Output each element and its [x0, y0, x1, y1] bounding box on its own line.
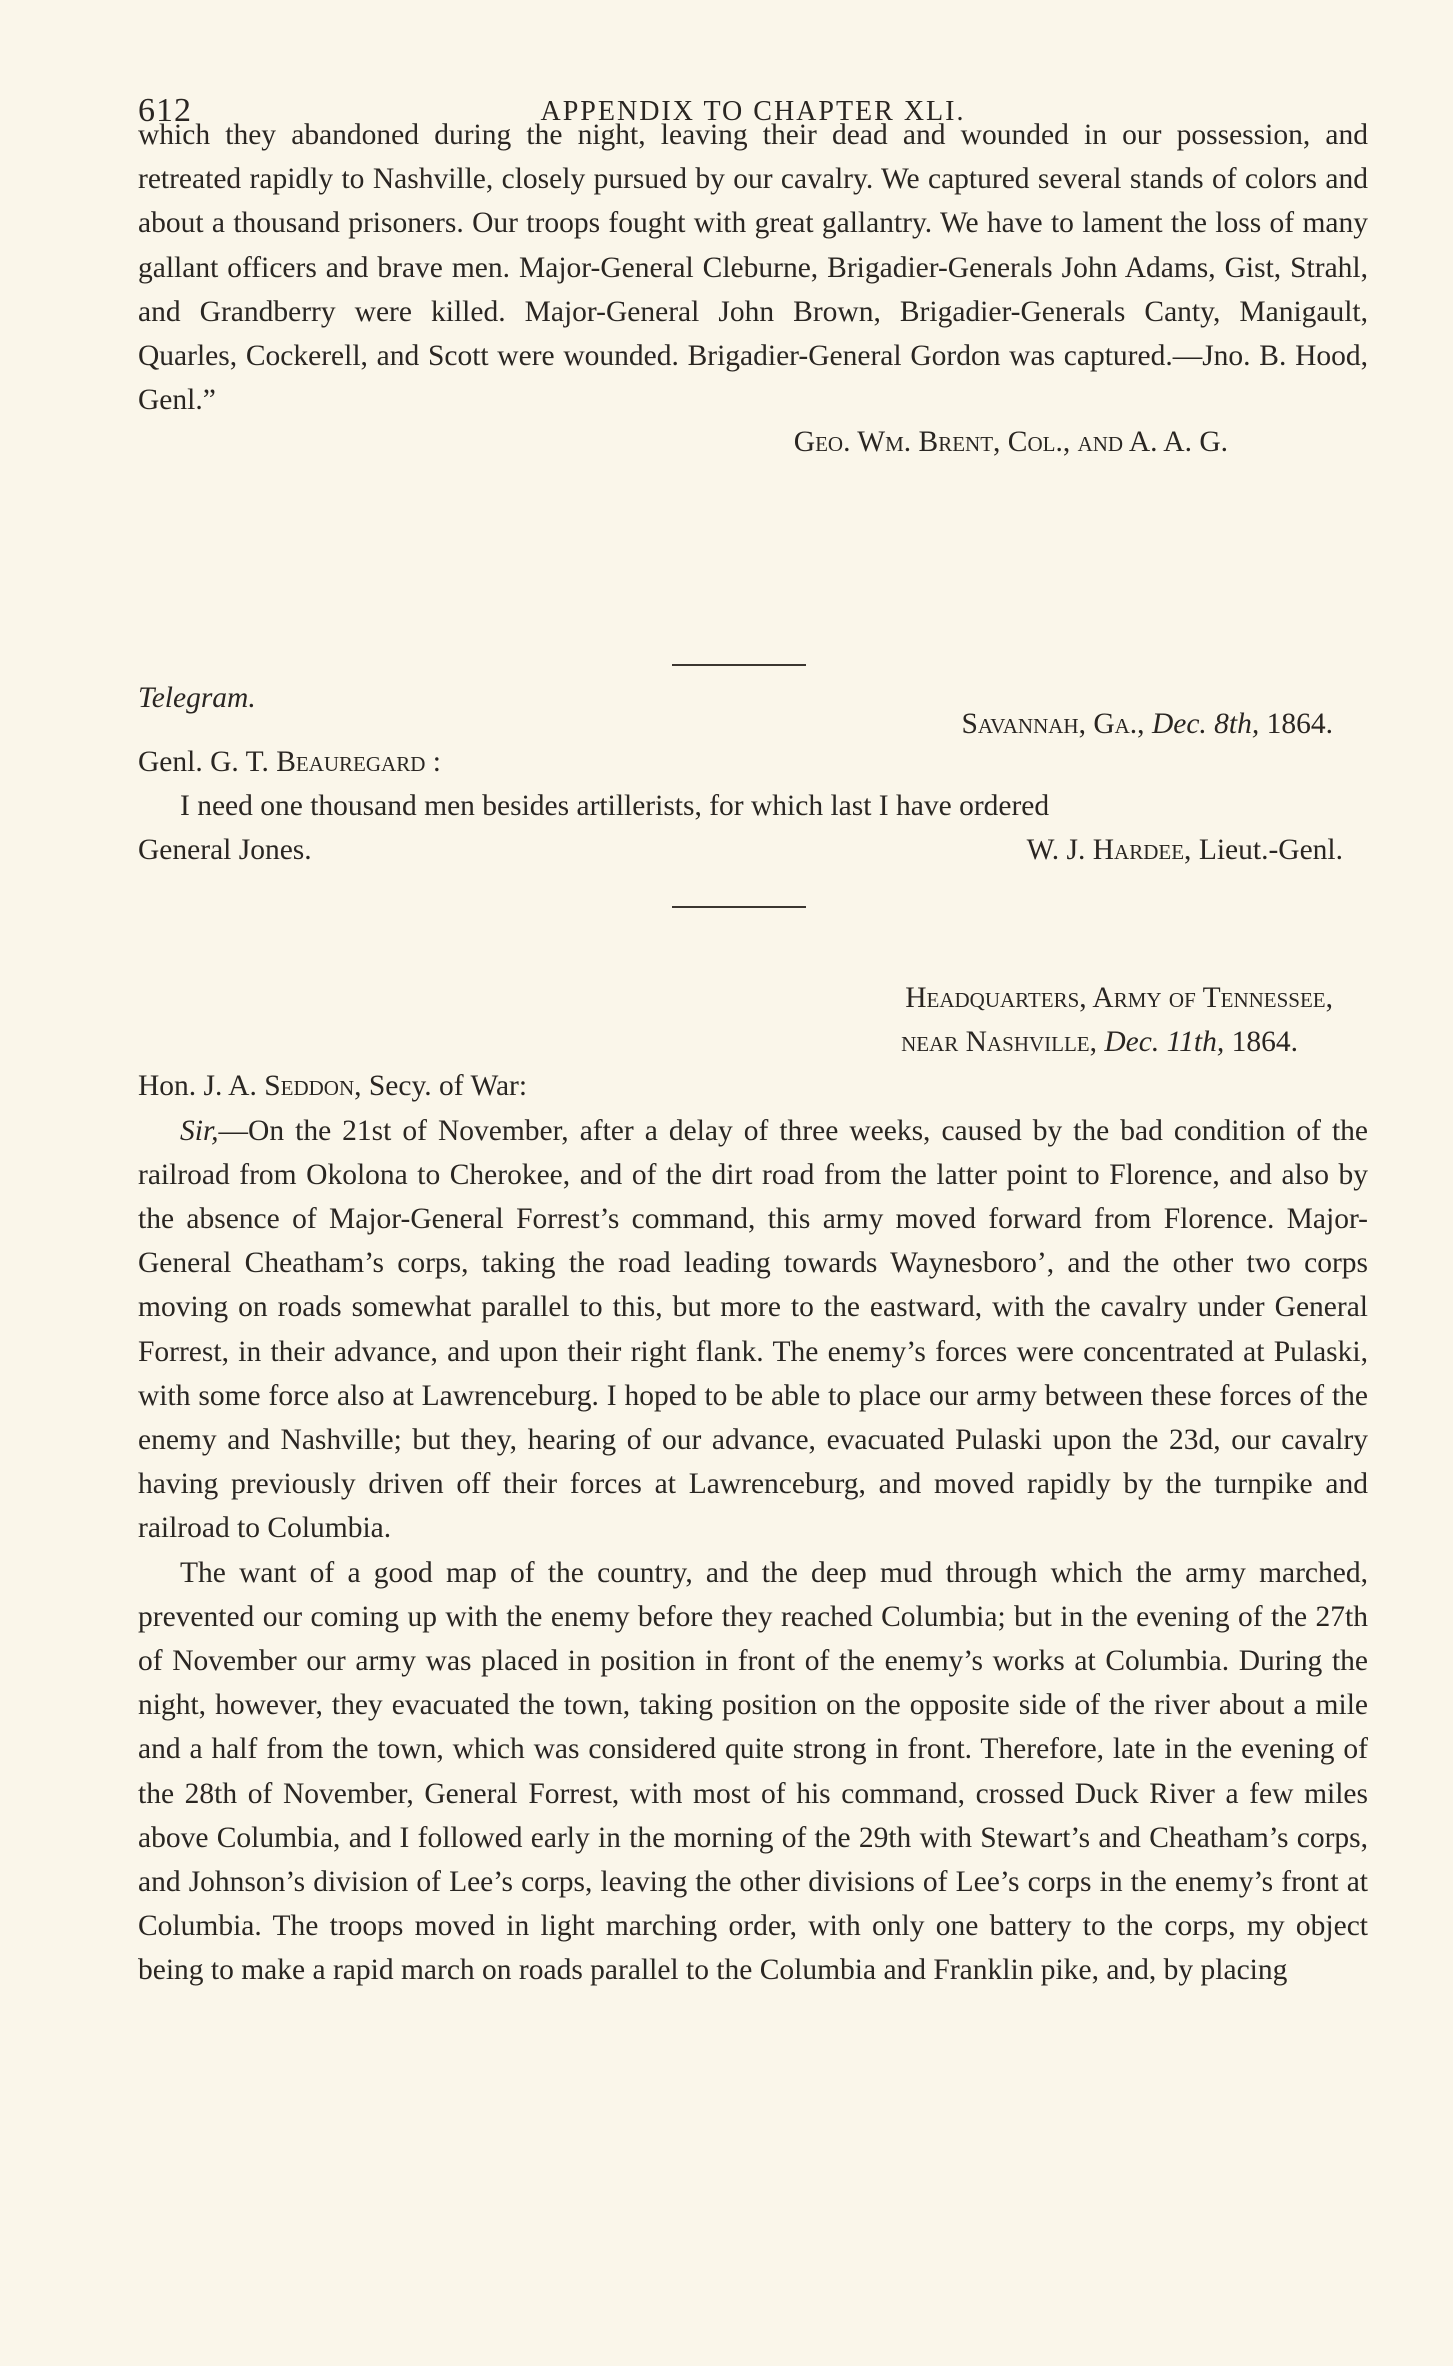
dispatch-continuation	[138, 113, 1368, 465]
telegram-closing: General Jones. W. J. Hardee, Lieut.-Genl.	[138, 828, 1368, 872]
telegram-date: Savannah, Ga., Dec. 8th, 1864.	[961, 708, 1333, 740]
report-heading-line2: near Nashville, Dec. 11th, 1864.	[901, 1026, 1298, 1059]
report-paragraph-1: Sir,—On the 21st of November, after a delay of three weeks, caused by the bad condition of the railroad from Okolona to Cherokee, and of the dirt road from the latter point to Florence, and also by the absence of Major-General Forrest’s command, this army moved forward from Florence. Major-General Cheatham’s corps, taking the road leading towards Waynesboro’, and the other two corps moving on roads somewhat parallel to this, but more to the eastward, with the cavalry under General Forrest, in their advance, and upon their right flank. The enemy’s forces were concentrated at Pulaski, with some force also at Lawrenceburg. I hoped to be able to place our army between these forces of the enemy and Nashville; but they, hearing of our advance, evacuated Pulaski upon the 23d, our cavalry having previously driven off their forces at Lawrenceburg, and moved rapidly by the turnpike and railroad to Columbia.	[138, 1114, 1368, 1545]
dispatch-signature: Geo. Wm. Brent, Col., and A. A. G.	[793, 426, 1228, 459]
report-heading-line1: Headquarters, Army of Tennessee,	[905, 982, 1333, 1014]
page-number: 612	[138, 92, 192, 129]
hood-report	[138, 976, 1368, 1993]
telegram-label: Telegram.	[138, 682, 256, 714]
section-divider	[672, 906, 806, 908]
telegram-body: I need one thousand men besides artillerists, for which last I have ordered	[180, 790, 1050, 823]
hardee-telegram	[138, 682, 1368, 873]
dispatch-paragraph: which they abandoned during the night, leaving their dead and wounded in our possession, and retreated rapidly to Nashville, closely pursued by our cavalry. We captured several stands of colors and about a thousand prisoners. Our troops fought with great gallantry. We have to lament the loss of many gallant officers and brave men. Major-General Cleburne, Brigadier-Generals John Adams, Gist, Strahl, and Grandberry were killed. Major-General John Brown, Brigadier-Generals Canty, Manigault, Quarles, Cockerell, and Scott were wounded. Brigadier-General Gordon was captured.—Jno. B. Hood, Genl.”	[138, 119, 1368, 417]
telegram-addressee: Genl. G. T. Beauregard :	[138, 746, 441, 778]
telegram-dateline	[138, 682, 1368, 740]
telegram-signature: W. J. Hardee, Lieut.-Genl.	[1026, 834, 1343, 867]
section-divider	[672, 664, 806, 666]
report-addressee: Hon. J. A. Seddon, Secy. of War:	[138, 1070, 528, 1103]
running-head: APPENDIX TO CHAPTER XLI.	[540, 96, 966, 127]
report-paragraph-2: The want of a good map of the country, and the deep mud through which the army marched, prevented our coming up with the enemy before they reached Columbia; but in the evening of the 27th of November our army was placed in position in front of the enemy’s works at Columbia. During the night, however, they evacuated the town, taking position on the opposite side of the river about a mile and a half from the town, which was considered quite strong in front. Therefore, late in the evening of the 28th of November, General Forrest, with most of his command, crossed Duck River a few miles above Columbia, and I followed early in the morning of the 29th with Stewart’s and Cheatham’s corps, and Johnson’s division of Lee’s corps, leaving the other divisions of Lee’s corps in the enemy’s front at Columbia. The troops moved in light marching order, with only one battery to the corps, my object being to make a rapid march on roads parallel to the Columbia and Franklin pike, and, by placing	[138, 1556, 1368, 1987]
